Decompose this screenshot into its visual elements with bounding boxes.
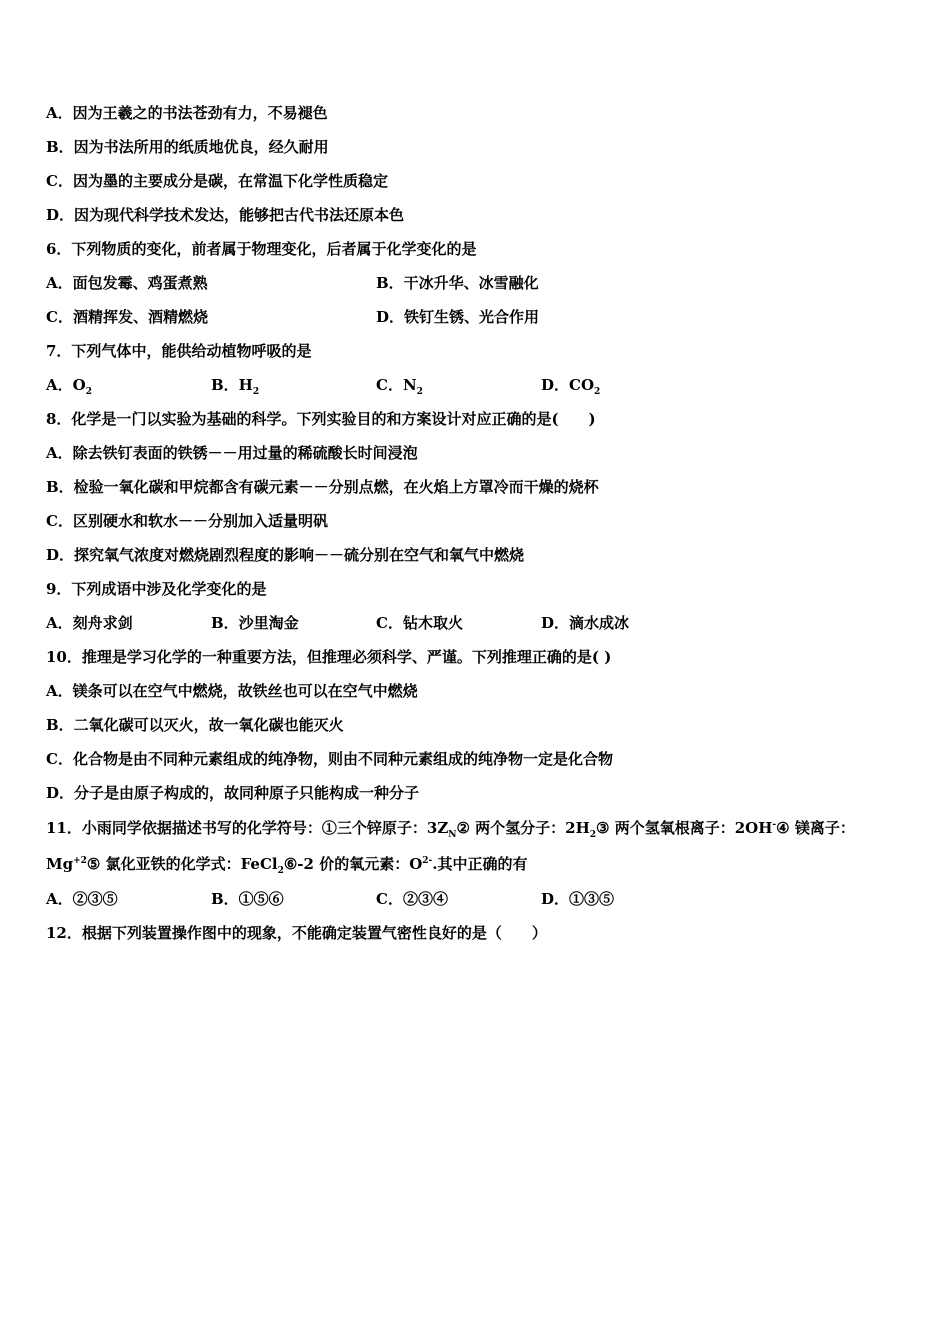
- q10-option-b: B．二氧化碳可以灭火，故一氧化碳也能灭火: [46, 716, 344, 734]
- q9-option-c: C．钻木取火: [376, 614, 463, 632]
- q9-option-a: A．刻舟求剑: [46, 614, 133, 632]
- q5-option-a: A．因为王羲之的书法苍劲有力，不易褪色: [46, 104, 328, 122]
- q11-option-c: C．②③④: [376, 890, 448, 908]
- q8-option-a: A．除去铁钉表面的铁锈－－用过量的稀硫酸长时间浸泡: [46, 444, 418, 462]
- q6-options-row-1: [46, 266, 926, 300]
- q7-option-b: B．$H_2$: [211, 376, 260, 397]
- q11-stem-line-2: $Mg^{+2}⑤$ 氯化亚铁的化学式：FeCl$_2$⑥-2 价的氧元素：$O^{2-}$.其中正确的有: [46, 855, 528, 876]
- q7-option-d: D．$CO_2$: [541, 376, 601, 397]
- q5-option-c: C．因为墨的主要成分是碳，在常温下化学性质稳定: [46, 172, 388, 190]
- q8-option-d: D．探究氧气浓度对燃烧剧烈程度的影响－－硫分别在空气和氧气中燃烧: [46, 546, 525, 564]
- q7-option-c: C．$N_2$: [376, 376, 423, 397]
- q5-option-b: B．因为书法所用的纸质地优良，经久耐用: [46, 138, 329, 156]
- q11-option-a: A．②③⑤: [46, 890, 118, 908]
- q11-option-d: D．①③⑤: [541, 890, 615, 908]
- q10-option-a: A．镁条可以在空气中燃烧，故铁丝也可以在空气中燃烧: [46, 682, 418, 700]
- q11-option-b: B．①⑤⑥: [211, 890, 284, 908]
- q9-options-row: [46, 606, 926, 640]
- q8-stem: 8．化学是一门以实验为基础的科学。下列实验目的和方案设计对应正确的是( ): [46, 410, 596, 428]
- q11-options-row: [46, 882, 926, 916]
- q6-option-d: D．铁钉生锈、光合作用: [376, 308, 540, 326]
- q9-stem: 9．下列成语中涉及化学变化的是: [46, 580, 267, 598]
- q6-option-a: A．面包发霉、鸡蛋煮熟: [46, 274, 208, 292]
- q7-stem: 7．下列气体中，能供给动植物呼吸的是: [46, 342, 312, 360]
- q9-option-d: D．滴水成冰: [541, 614, 630, 632]
- q6-option-c: C．酒精挥发、酒精燃烧: [46, 308, 208, 326]
- q6-options-row-2: [46, 300, 926, 334]
- q12-stem: 12．根据下列装置操作图中的现象，不能确定装置气密性良好的是（ ）: [46, 924, 547, 942]
- q5-option-d: D．因为现代科学技术发达，能够把古代书法还原本色: [46, 206, 405, 224]
- q8-option-c: C．区别硬水和软水－－分别加入适量明矾: [46, 512, 328, 530]
- q10-stem: 10．推理是学习化学的一种重要方法，但推理必须科学、严谨。下列推理正确的是( ): [46, 648, 612, 666]
- q10-option-c: C．化合物是由不同种元素组成的纯净物，则由不同种元素组成的纯净物一定是化合物: [46, 750, 613, 768]
- q7-options-row: [46, 368, 926, 402]
- q8-option-b: B．检验一氧化碳和甲烷都含有碳元素－－分别点燃，在火焰上方罩冷而干燥的烧杯: [46, 478, 599, 496]
- document-page: [46, 96, 926, 950]
- q9-option-b: B．沙里淘金: [211, 614, 299, 632]
- q11-stem-line-1: 11．小雨同学依据描述书写的化学符号：①三个锌原子：$3Z_N②$ 两个氢分子：$2H_2③$ 两个氢氧根离子：2OH-④ 镁离子：: [46, 819, 855, 840]
- q6-option-b: B．干冰升华、冰雪融化: [376, 274, 539, 292]
- q7-option-a: A．$O_2$: [46, 376, 92, 397]
- q10-option-d: D．分子是由原子构成的，故同种原子只能构成一种分子: [46, 784, 420, 802]
- q6-stem: 6．下列物质的变化，前者属于物理变化，后者属于化学变化的是: [46, 240, 477, 258]
